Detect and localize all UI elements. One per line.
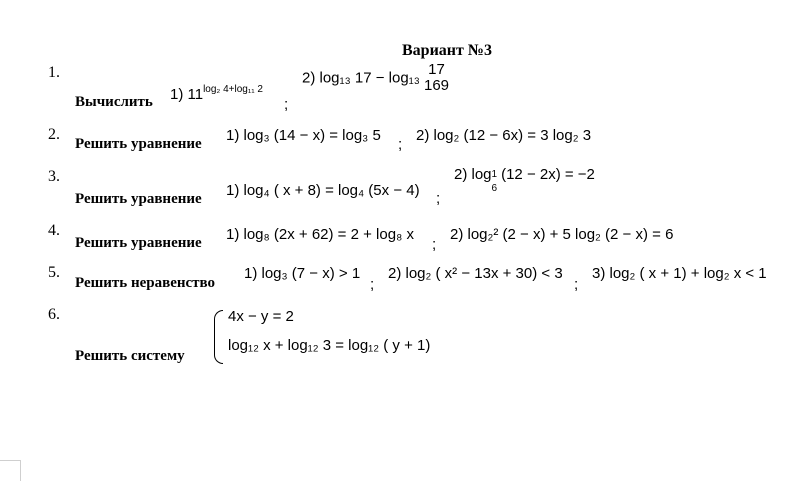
task-5-expression-1: 1) log₃ (7 − x) > 1 (244, 265, 361, 282)
page-title: Вариант №3 (402, 42, 492, 59)
task-3-separator: ; (436, 190, 441, 207)
task-5-number: 5. (48, 264, 60, 281)
task-4-label: Решить уравнение (75, 235, 202, 251)
task-6-label: Решить систему (75, 348, 185, 364)
task-1-fraction: 17 169 (424, 61, 450, 94)
task-6-equation-1: 4x − y = 2 (228, 308, 294, 325)
task-1-number: 1. (48, 64, 60, 81)
task-6-number: 6. (48, 306, 60, 323)
task-4-number: 4. (48, 222, 60, 239)
task-5-expression-2: 2) log₂ ( x² − 13x + 30) < 3 (388, 265, 563, 282)
task-3-base-fraction: 1 6 (491, 169, 498, 194)
task-2-expression-1: 1) log₃ (14 − x) = log₃ 5 (226, 127, 381, 144)
task-4-expression-1: 1) log₈ (2x + 62) = 2 + log₈ x (226, 226, 414, 243)
task-5-expression-3: 3) log₂ ( x + 1) + log₂ x < 1 (592, 265, 767, 282)
task-2-expression-2: 2) log₂ (12 − 6x) = 3 log₂ 3 (416, 127, 592, 144)
task-1-label: Вычислить (75, 94, 153, 110)
task-2-number: 2. (48, 126, 60, 143)
system-brace (214, 310, 223, 364)
task-6-equation-2: log₁₂ x + log₁₂ 3 = log₁₂ ( y + 1) (228, 337, 431, 354)
page-corner-mark (0, 460, 21, 481)
task-5-label: Решить неравенство (75, 275, 216, 291)
task-1-expression-2: 2) log₁₃ 17 − log₁₃ 17 169 (302, 61, 450, 94)
task-2-separator: ; (398, 136, 403, 153)
task-3-label: Решить уравнение (75, 191, 202, 207)
task-4-expression-2: 2) log₂² (2 − x) + 5 log₂ (2 − x) = 6 (450, 226, 674, 243)
task-3-expression-2: 2) log 1 6 (12 − 2x) = −2 (454, 166, 595, 194)
task-5-separator-2: ; (574, 276, 579, 293)
task-5-separator-1: ; (370, 276, 375, 293)
task-3-expression-1: 1) log₄ ( x + 8) = log₄ (5x − 4) (226, 182, 420, 199)
task-4-separator: ; (432, 236, 437, 253)
task-2-label: Решить уравнение (75, 136, 202, 152)
task-1-expression-1: 1) $11^{log_2 4+log_{11} 2}$ (170, 84, 263, 103)
task-3-number: 3. (48, 168, 60, 185)
task-1-separator: ; (284, 96, 289, 113)
